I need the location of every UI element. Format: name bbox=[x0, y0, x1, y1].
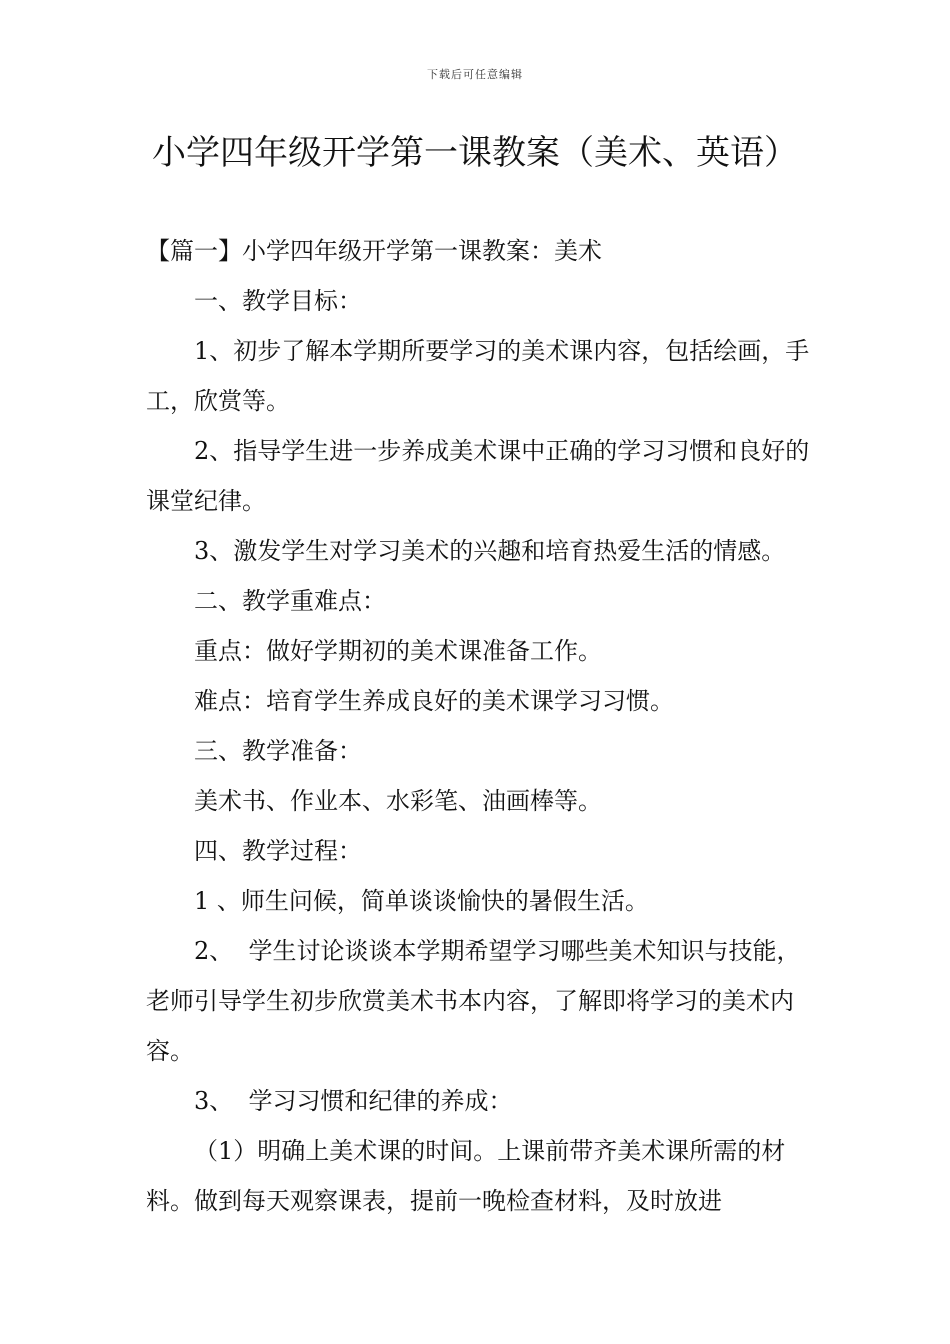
paragraph: 难点：培育学生养成良好的美术课学习习惯。 bbox=[194, 687, 674, 715]
header-note: 下载后可任意编辑 bbox=[427, 68, 523, 81]
paragraph: 3、 学习习惯和纪律的养成： bbox=[194, 1087, 513, 1115]
subsection-heading: 一、教学目标： bbox=[194, 287, 362, 315]
paragraph: 2、 学生讨论谈谈本学期希望学习哪些美术知识与技能，老师引导学生初步欣赏美术书本内容，了解即将学习的美术内容。 bbox=[146, 937, 801, 1065]
paragraph: 1 、师生问候，简单谈谈愉快的暑假生活。 bbox=[194, 887, 649, 915]
paragraph: 3、激发学生对学习美术的兴趣和培育热爱生活的情感。 bbox=[194, 537, 786, 565]
document-title: 小学四年级开学第一课教案（美术、英语） bbox=[152, 133, 798, 173]
paragraph: 2、指导学生进一步养成美术课中正确的学习习惯和良好的课堂纪律。 bbox=[146, 437, 810, 515]
section-heading: 【篇一】小学四年级开学第一课教案：美术 bbox=[146, 237, 602, 265]
subsection-heading: 三、教学准备： bbox=[194, 737, 362, 765]
document-body bbox=[146, 226, 818, 1226]
subsection-heading: 四、教学过程： bbox=[194, 837, 362, 865]
paragraph: （1）明确上美术课的时间。上课前带齐美术课所需的材料。做到每天观察课表，提前一晚检查材料，及时放进 bbox=[146, 1137, 786, 1215]
paragraph: 1、初步了解本学期所要学习的美术课内容，包括绘画，手工，欣赏等。 bbox=[146, 337, 810, 415]
subsection-heading: 二、教学重难点： bbox=[194, 587, 386, 615]
paragraph: 重点：做好学期初的美术课准备工作。 bbox=[194, 637, 602, 665]
paragraph: 美术书、作业本、水彩笔、油画棒等。 bbox=[194, 787, 602, 815]
